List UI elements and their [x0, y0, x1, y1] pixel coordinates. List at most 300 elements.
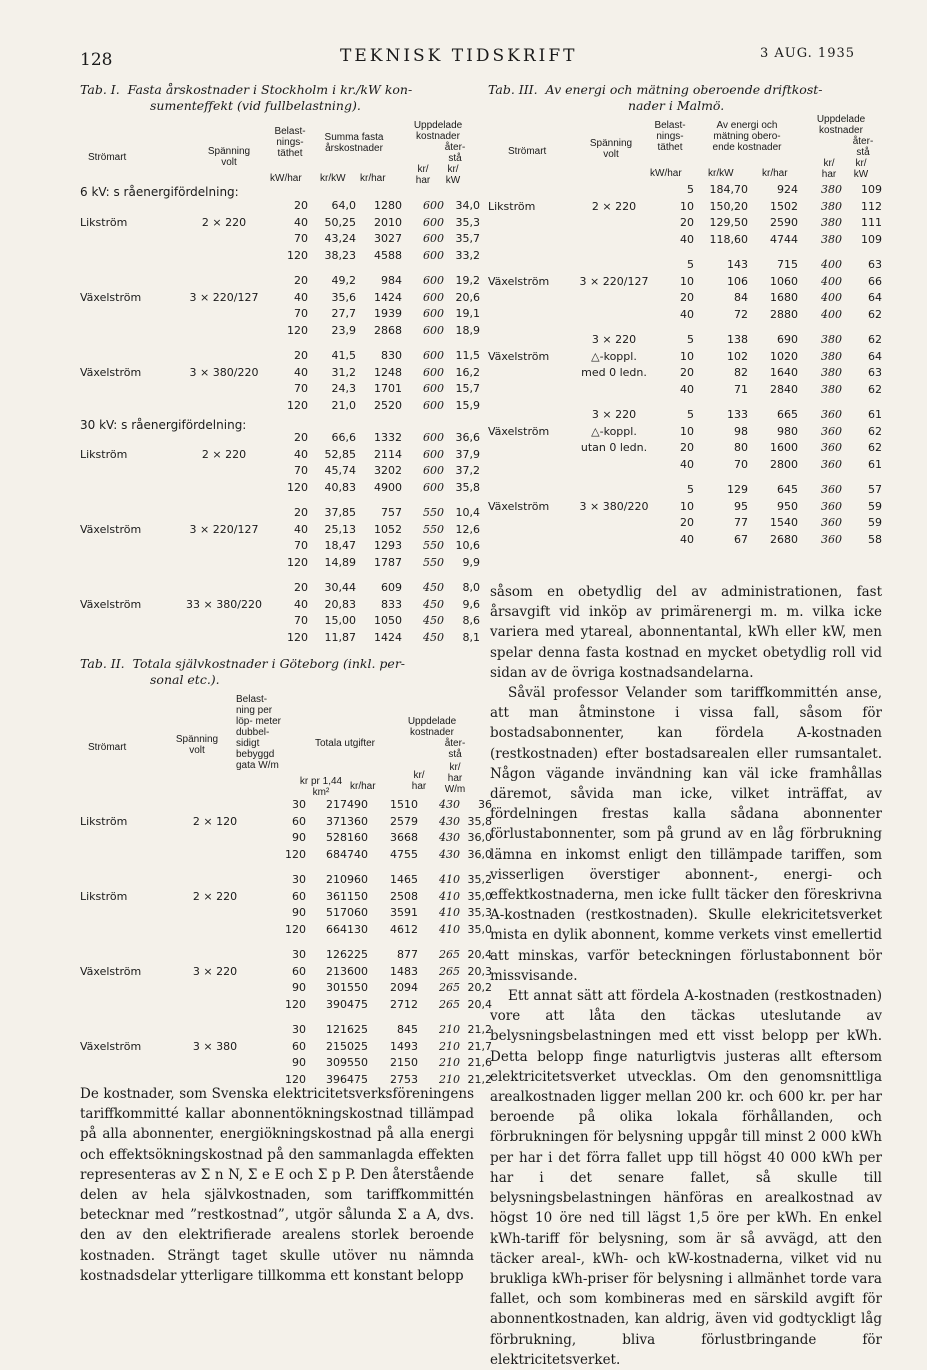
- value-cell: 37,9: [455, 447, 480, 461]
- table-row: [80, 980, 492, 997]
- value-cell: 106: [727, 274, 748, 288]
- spanning-cell: 3 × 380: [192, 1039, 238, 1053]
- spanning-cell: [176, 538, 272, 555]
- table-row: [80, 538, 480, 555]
- tab2-hdr-uppdelade: Uppdelade kostnader: [407, 716, 457, 738]
- paragraph: såsom en obetydlig del av administrationen, fast årsavgift vid inköp av primärenergi m. m. vilka icke variera med ytareal, abonnentantal, kWh eller kW, men spelar denna fasta kostnad en mycket obetydlig roll vid sidan av de övriga kostnadsandelarna.: [490, 584, 882, 681]
- table-row: [80, 872, 492, 889]
- value-cell: 1493: [390, 1039, 418, 1053]
- strom-art-cell: [488, 482, 574, 499]
- value-cell: 517060: [326, 906, 368, 919]
- row-gap: [488, 323, 882, 332]
- value-cell: 410: [439, 922, 460, 936]
- value-cell: 645: [777, 483, 798, 496]
- table-row: [488, 274, 882, 291]
- strom-art-cell: [488, 515, 574, 532]
- value-cell: 390475: [326, 997, 368, 1011]
- value-cell: 11,5: [455, 349, 480, 362]
- strom-art-cell: [80, 630, 176, 647]
- table-row: [80, 480, 480, 497]
- value-cell: 2010: [374, 215, 402, 229]
- value-cell: 2508: [390, 889, 418, 903]
- value-cell: 1465: [390, 873, 418, 886]
- value-cell: 3202: [374, 464, 402, 477]
- spanning-cell: 2 × 120: [192, 814, 238, 828]
- strom-art-cell: [488, 307, 574, 324]
- tab1-hdr-ater: åter- stå: [444, 142, 466, 164]
- value-cell: 111: [861, 216, 882, 229]
- table-row: [80, 323, 480, 340]
- value-cell: 20,6: [455, 290, 480, 304]
- tab1-hdr-spanning: Spänning volt: [207, 146, 251, 168]
- value-cell: 600: [423, 248, 444, 262]
- value-cell: 59: [868, 516, 882, 529]
- value-cell: 90: [292, 1056, 306, 1069]
- tab1-table-30kv: [80, 430, 480, 646]
- tab3-hdr-ater: åter- stå: [852, 136, 874, 158]
- value-cell: 57: [868, 483, 882, 496]
- value-cell: 120: [285, 922, 306, 936]
- value-cell: 112: [861, 199, 882, 213]
- tab2-hdr-stromart: Strömart: [88, 742, 127, 753]
- value-cell: 3668: [390, 831, 418, 844]
- value-cell: 360: [821, 483, 842, 496]
- value-cell: 150,20: [709, 199, 748, 213]
- tab1-unit-krhar2: kr/ har: [415, 164, 431, 186]
- value-cell: 380: [821, 382, 842, 396]
- value-cell: 64: [868, 291, 882, 304]
- value-cell: 35,8: [467, 814, 492, 828]
- value-cell: 62: [868, 333, 882, 346]
- value-cell: 20: [680, 516, 694, 529]
- table-row: [80, 430, 480, 447]
- spanning-cell: 3 × 380/220: [579, 499, 649, 513]
- strom-art-cell: [488, 215, 574, 232]
- value-cell: 8,1: [462, 630, 480, 644]
- spanning-cell: [176, 323, 272, 340]
- row-gap: [80, 938, 492, 947]
- value-cell: 757: [381, 506, 402, 519]
- value-cell: 62: [868, 382, 882, 396]
- table-row: [488, 307, 882, 324]
- value-cell: 4612: [390, 922, 418, 936]
- value-cell: 70: [734, 457, 748, 471]
- value-cell: 61: [868, 408, 882, 421]
- spanning-cell: [176, 430, 272, 447]
- value-cell: 600: [423, 307, 444, 320]
- tab2-hdr-spanning: Spänning volt: [175, 734, 219, 756]
- tab3-unit-krkw2: kr/ kW: [853, 158, 869, 180]
- spanning-cell: [574, 532, 654, 549]
- journal-title: TEKNISK TIDSKRIFT: [340, 46, 578, 66]
- value-cell: 35,0: [467, 889, 492, 903]
- strom-art-cell: [488, 440, 574, 457]
- value-cell: 2868: [374, 323, 402, 337]
- value-cell: 400: [821, 258, 842, 271]
- value-cell: 70: [294, 307, 308, 320]
- value-cell: 450: [423, 597, 444, 611]
- value-cell: 20,4: [467, 997, 492, 1011]
- value-cell: 360: [821, 532, 842, 546]
- table-row: [488, 407, 882, 424]
- strom-art-cell: Växelström: [488, 424, 550, 438]
- value-cell: 43,24: [324, 232, 356, 245]
- value-cell: 5: [687, 258, 694, 271]
- table-row: [488, 424, 882, 441]
- value-cell: 1540: [770, 516, 798, 529]
- value-cell: 184,70: [709, 183, 748, 196]
- value-cell: 40: [680, 307, 694, 321]
- value-cell: 450: [423, 630, 444, 644]
- value-cell: 265: [439, 981, 460, 994]
- spanning-cell: 3 × 220: [591, 408, 637, 421]
- strom-art-cell: Likström: [80, 814, 128, 828]
- table-row: [488, 382, 882, 399]
- strom-art-cell: [488, 290, 574, 307]
- value-cell: 15,9: [455, 398, 480, 412]
- value-cell: 109: [861, 183, 882, 196]
- value-cell: 430: [439, 831, 460, 844]
- body-text-left: [80, 1084, 474, 1286]
- value-cell: 36,0: [467, 847, 492, 861]
- spanning-cell: [170, 1022, 260, 1039]
- table-row: [80, 830, 492, 847]
- tab1-section-6kv: 6 kV: s råenergifördelning:: [80, 185, 239, 199]
- tab3-hdr-belast: Belast- nings- täthet: [654, 120, 686, 153]
- row-gap: [488, 398, 882, 407]
- table-row: [80, 365, 480, 382]
- value-cell: 600: [423, 290, 444, 304]
- tab3-hdr-stromart: Strömart: [508, 146, 547, 157]
- value-cell: 30: [292, 873, 306, 886]
- row-gap: [488, 473, 882, 482]
- paragraph: Ett annat sätt att fördela A-kostnaden (restkostnaden) vore att låta den täckas uteslutande av belysningsbelastningen med ett visst belopp per kWh. Detta belopp finge naturligtvis justeras allt eftersom elektricitetsverket utvecklas. Om den genomsnittliga arealkostnaden ligger mellan 200 kr. och 600 kr. per har beroende på olika lokala förhållanden, och förbrukningen för belysning uppgår till minst 2 000 kWh per har i det förra fallet upp till högst 40 000 kWh per har i det senare fallet, så skulle till belysningsbelastningen hänföras en arealkostnad av högst 10 öre ned till lägst 1,5 öre per kWh. En enkel kWh-tariff för belysning, som är så avvägd, att den täcker areal-, kWh- och kW-kostnaderna, vilket vid nu brukliga kWh-priser för belysning i allmänhet torde vara fallet, och som kombineras med en särskild avgift för abonnentkostnaden, kan aldrig, även vid godtyckligt låg förbrukning, bliva förlustbringande för elektricitetsverket.: [490, 988, 882, 1368]
- value-cell: 1050: [374, 614, 402, 627]
- table-row: [80, 847, 492, 864]
- value-cell: 5: [687, 408, 694, 421]
- value-cell: 600: [423, 431, 444, 444]
- table-row: [488, 482, 882, 499]
- spanning-cell: [176, 273, 272, 290]
- spanning-cell: [170, 847, 260, 864]
- value-cell: 35,0: [467, 922, 492, 936]
- value-cell: 10: [680, 499, 694, 513]
- value-cell: 20,2: [467, 981, 492, 994]
- value-cell: 102: [727, 349, 748, 363]
- strom-art-cell: [80, 306, 176, 323]
- strom-art-cell: [80, 538, 176, 555]
- strom-art-cell: Likström: [80, 215, 128, 229]
- value-cell: 600: [423, 365, 444, 379]
- table-row: [80, 522, 480, 539]
- value-cell: 24,3: [331, 382, 356, 395]
- spanning-cell: [176, 398, 272, 415]
- value-cell: 1680: [770, 291, 798, 304]
- value-cell: 210: [439, 1023, 460, 1036]
- value-cell: 58: [868, 532, 882, 546]
- value-cell: 84: [734, 291, 748, 304]
- tab3-unit-krhar2: kr/ har: [821, 158, 837, 180]
- value-cell: 35,7: [455, 232, 480, 245]
- value-cell: 600: [423, 274, 444, 287]
- strom-art-cell: [488, 457, 574, 474]
- strom-art-cell: Växelström: [80, 290, 142, 304]
- spanning-cell: 3 × 220: [591, 333, 637, 346]
- spanning-cell: [574, 232, 654, 249]
- value-cell: 550: [423, 555, 444, 569]
- value-cell: 11,87: [324, 630, 356, 644]
- value-cell: 1280: [374, 199, 402, 212]
- table-row: [80, 273, 480, 290]
- value-cell: 665: [777, 408, 798, 421]
- strom-art-cell: [80, 198, 176, 215]
- value-cell: 21,2: [467, 1023, 492, 1036]
- value-cell: 380: [821, 366, 842, 379]
- value-cell: 30: [292, 798, 306, 811]
- tab3-caption: [488, 82, 888, 114]
- value-cell: 120: [287, 248, 308, 262]
- value-cell: 40: [680, 382, 694, 396]
- spanning-cell: [176, 348, 272, 365]
- value-cell: 60: [292, 1039, 306, 1053]
- strom-art-cell: [80, 872, 170, 889]
- tab2-title-line1: Totala självkostnader i Göteborg (inkl. per-: [132, 656, 406, 671]
- table-row: [488, 290, 882, 307]
- strom-art-cell: Likström: [488, 199, 536, 213]
- value-cell: 20: [294, 581, 308, 594]
- strom-art-cell: [80, 430, 176, 447]
- value-cell: 120: [285, 847, 306, 861]
- spanning-cell: [170, 922, 260, 939]
- strom-art-cell: Växelström: [80, 597, 142, 611]
- table-row: [80, 248, 480, 265]
- tab2-unit-krhar: kr/har: [350, 781, 376, 792]
- row-gap: [80, 1013, 492, 1022]
- value-cell: 2114: [374, 447, 402, 461]
- strom-art-cell: [488, 532, 574, 549]
- tab2-unit-krpr: kr pr 1,44 km²: [299, 776, 343, 798]
- spanning-cell: [574, 382, 654, 399]
- value-cell: 30: [292, 948, 306, 961]
- strom-art-cell: [488, 407, 574, 424]
- table-row: [488, 332, 882, 349]
- value-cell: 40: [680, 532, 694, 546]
- strom-art-cell: Likström: [80, 889, 128, 903]
- value-cell: 40: [294, 290, 308, 304]
- table-row: [488, 365, 882, 382]
- spanning-cell: [176, 306, 272, 323]
- value-cell: 20: [294, 349, 308, 362]
- tab3-hdr-av: Av energi och mätning obero- ende kostnader: [712, 120, 782, 153]
- value-cell: 400: [821, 274, 842, 288]
- table-row: [80, 463, 480, 480]
- spanning-cell: [574, 215, 654, 232]
- value-cell: 20: [294, 431, 308, 444]
- strom-art-cell: [80, 463, 176, 480]
- table-row: [488, 215, 882, 232]
- strom-art-cell: [488, 182, 574, 199]
- table-row: [80, 889, 492, 906]
- tab1-unit-krkw2: kr/ kW: [445, 164, 461, 186]
- table-row: [80, 290, 480, 307]
- tab1-caption: [80, 82, 470, 114]
- tab1-title-line1: Fasta årskostnader i Stockholm i kr./kW kon-: [127, 82, 413, 97]
- value-cell: 19,2: [455, 274, 480, 287]
- value-cell: 66,6: [331, 431, 356, 444]
- table-row: [80, 580, 480, 597]
- value-cell: 5: [687, 483, 694, 496]
- value-cell: 62: [868, 441, 882, 454]
- value-cell: 430: [439, 847, 460, 861]
- strom-art-cell: [80, 997, 170, 1014]
- value-cell: 77: [734, 516, 748, 529]
- table-row: [488, 532, 882, 549]
- spanning-cell: 3 × 220/127: [189, 522, 259, 536]
- value-cell: 210: [439, 1056, 460, 1069]
- value-cell: 31,2: [331, 365, 356, 379]
- value-cell: 1248: [374, 365, 402, 379]
- strom-art-cell: [488, 365, 574, 382]
- strom-art-cell: [80, 580, 176, 597]
- value-cell: 90: [292, 831, 306, 844]
- value-cell: 10: [680, 199, 694, 213]
- value-cell: 410: [439, 873, 460, 886]
- tab3-title-line2: nader i Malmö.: [628, 98, 725, 113]
- table-row: [80, 947, 492, 964]
- value-cell: 2753: [390, 1072, 418, 1086]
- value-cell: 845: [397, 1023, 418, 1036]
- value-cell: 2712: [390, 997, 418, 1011]
- value-cell: 72: [734, 307, 748, 321]
- value-cell: 120: [287, 630, 308, 644]
- table-row: [80, 381, 480, 398]
- strom-art-cell: Växelström: [80, 1039, 142, 1053]
- tab2-title-line2: sonal etc.).: [150, 672, 220, 687]
- value-cell: 90: [292, 981, 306, 994]
- value-cell: 210960: [326, 873, 368, 886]
- value-cell: 70: [294, 382, 308, 395]
- spanning-cell: [176, 613, 272, 630]
- value-cell: 20: [680, 216, 694, 229]
- value-cell: 12,6: [455, 522, 480, 536]
- value-cell: 215025: [326, 1039, 368, 1053]
- value-cell: 120: [285, 997, 306, 1011]
- strom-art-cell: [80, 398, 176, 415]
- value-cell: 70: [294, 614, 308, 627]
- value-cell: 550: [423, 522, 444, 536]
- spanning-cell: △-koppl.: [591, 349, 637, 363]
- value-cell: 8,6: [462, 614, 480, 627]
- value-cell: 40: [294, 215, 308, 229]
- value-cell: 600: [423, 323, 444, 337]
- value-cell: 1424: [374, 290, 402, 304]
- value-cell: 36,6: [455, 431, 480, 444]
- value-cell: 360: [821, 408, 842, 421]
- spanning-cell: utan 0 ledn.: [580, 441, 648, 454]
- value-cell: 143: [727, 258, 748, 271]
- table-row: [488, 499, 882, 516]
- tab3-hdr-uppdelade: Uppdelade kostnader: [816, 114, 866, 136]
- value-cell: 20: [680, 291, 694, 304]
- table-row: [488, 440, 882, 457]
- value-cell: 63: [868, 258, 882, 271]
- value-cell: 371360: [326, 814, 368, 828]
- value-cell: 980: [777, 424, 798, 438]
- tab3-unit-krkw: kr/kW: [708, 168, 734, 179]
- value-cell: 10: [680, 424, 694, 438]
- strom-art-cell: Växelström: [80, 522, 142, 536]
- value-cell: 210: [439, 1072, 460, 1086]
- value-cell: 5: [687, 333, 694, 346]
- row-gap: [80, 863, 492, 872]
- value-cell: 36,0: [467, 831, 492, 844]
- value-cell: 2520: [374, 398, 402, 412]
- table-row: [80, 348, 480, 365]
- issue-date: 3 AUG. 1935: [760, 46, 856, 61]
- strom-art-cell: [80, 348, 176, 365]
- value-cell: 62: [868, 307, 882, 321]
- strom-art-cell: Växelström: [488, 274, 550, 288]
- value-cell: 1020: [770, 349, 798, 363]
- tab2-unit-krhar3: kr/ har W/m: [444, 762, 466, 795]
- value-cell: 60: [292, 814, 306, 828]
- value-cell: 40: [294, 597, 308, 611]
- value-cell: 63: [868, 366, 882, 379]
- spanning-cell: [176, 248, 272, 265]
- value-cell: 600: [423, 215, 444, 229]
- spanning-cell: [176, 555, 272, 572]
- value-cell: 450: [423, 581, 444, 594]
- tab2-hdr-belast: Belast- ning per löp- meter dubbel- sidigt bebyggd gata W/m: [236, 694, 282, 771]
- spanning-cell: [574, 290, 654, 307]
- value-cell: 2880: [770, 307, 798, 321]
- table-row: [488, 199, 882, 216]
- value-cell: 60: [292, 964, 306, 978]
- strom-art-cell: [80, 797, 170, 814]
- spanning-cell: [170, 797, 260, 814]
- table-row: [80, 997, 492, 1014]
- value-cell: 833: [381, 597, 402, 611]
- value-cell: 600: [423, 447, 444, 461]
- strom-art-cell: [80, 248, 176, 265]
- table-row: [80, 306, 480, 323]
- value-cell: 120: [287, 555, 308, 569]
- value-cell: 40,83: [324, 480, 356, 494]
- value-cell: 360: [821, 516, 842, 529]
- value-cell: 2590: [770, 216, 798, 229]
- strom-art-cell: [80, 847, 170, 864]
- tab2-caption: [80, 656, 480, 688]
- value-cell: 37,85: [324, 506, 356, 519]
- spanning-cell: [170, 997, 260, 1014]
- value-cell: 450: [423, 614, 444, 627]
- tab1-unit-krkw: kr/kW: [320, 173, 346, 184]
- strom-art-cell: Växelström: [80, 365, 142, 379]
- value-cell: 984: [381, 274, 402, 287]
- value-cell: 61: [868, 457, 882, 471]
- strom-art-cell: [80, 980, 170, 997]
- spanning-cell: 2 × 220: [201, 447, 247, 461]
- value-cell: 20: [680, 441, 694, 454]
- tab1-table-6kv: [80, 198, 480, 414]
- value-cell: 684740: [326, 847, 368, 861]
- strom-art-cell: [80, 555, 176, 572]
- spanning-cell: [176, 480, 272, 497]
- value-cell: 20,83: [324, 597, 356, 611]
- value-cell: 1502: [770, 199, 798, 213]
- table-row: [80, 630, 480, 647]
- tab3-table: [488, 182, 882, 548]
